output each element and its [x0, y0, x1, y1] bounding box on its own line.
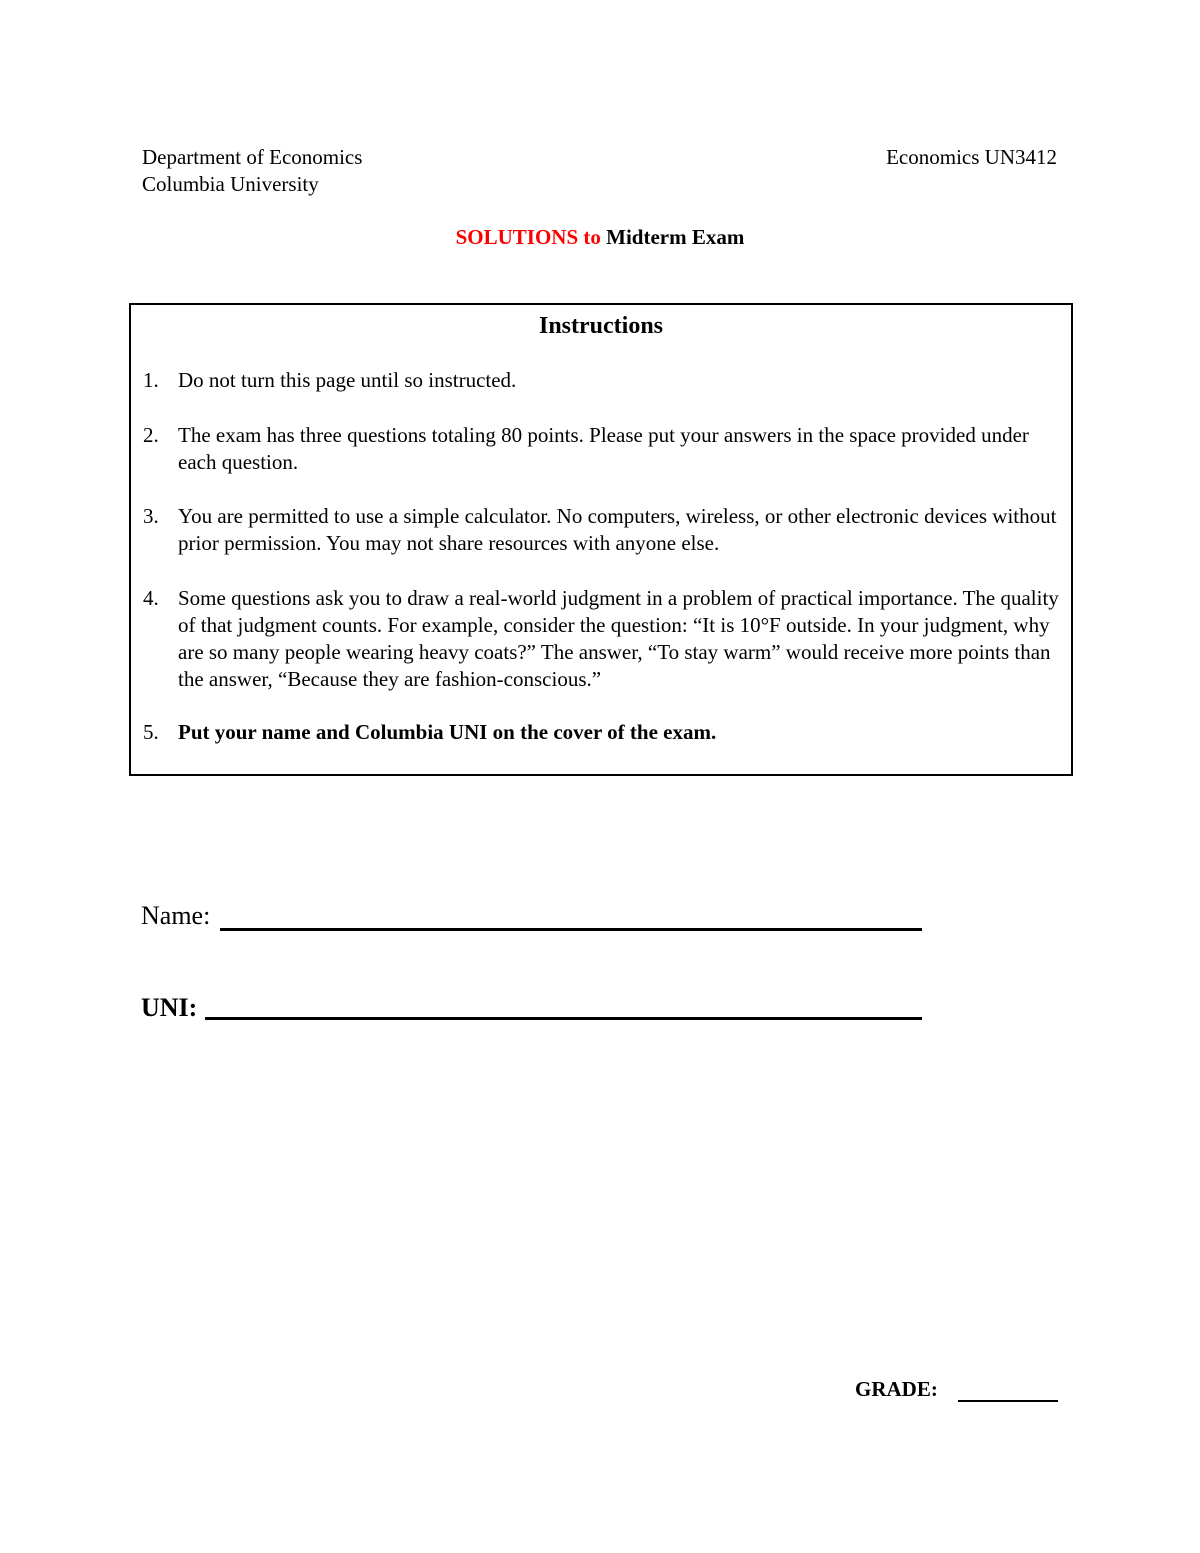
instruction-item-3 — [143, 503, 1063, 557]
grade-underline — [958, 1400, 1058, 1402]
instruction-text: Some questions ask you to draw a real-world judgment in a problem of practical importance. The quality of that judgment counts. For example, consider the question: “It is 10°F outside. In your judgment, why are so many people wearing heavy coats?” The answer, “To stay warm” would receive more points than the answer, “Because they are fashion-conscious.” — [178, 586, 1059, 691]
instruction-item-1 — [143, 367, 1063, 394]
name-field[interactable] — [141, 900, 210, 932]
title-exam-name: Midterm Exam — [606, 225, 745, 249]
instruction-text: The exam has three questions totaling 80 points. Please put your answers in the space provided under each question. — [178, 423, 1029, 474]
instruction-number: 1. — [143, 368, 159, 392]
instructions-box — [129, 303, 1073, 776]
header-right — [886, 144, 1057, 171]
uni-underline[interactable] — [205, 1017, 922, 1020]
uni-field[interactable] — [141, 992, 197, 1024]
instruction-item-4 — [143, 585, 1063, 693]
instruction-item-2 — [143, 422, 1063, 476]
instruction-number: 2. — [143, 423, 159, 447]
grade-label: GRADE: — [855, 1377, 938, 1401]
instruction-number: 3. — [143, 504, 159, 528]
instruction-text: You are permitted to use a simple calculator. No computers, wireless, or other electronic devices without prior permission. You may not share resources with anyone else. — [178, 504, 1057, 555]
instruction-text: Put your name and Columbia UNI on the cover of the exam. — [178, 720, 717, 744]
instructions-heading: Instructions — [538, 313, 664, 339]
instruction-number: 5. — [143, 720, 159, 744]
instruction-number: 4. — [143, 586, 159, 610]
grade-field — [855, 1375, 938, 1403]
title-solutions-highlight: SOLUTIONS to — [455, 225, 601, 249]
header-left — [142, 144, 362, 198]
course-code: Economics UN3412 — [886, 145, 1057, 169]
department-name: Department of Economics — [142, 145, 363, 169]
instruction-text: Do not turn this page until so instructed. — [178, 368, 517, 392]
name-label: Name: — [141, 901, 211, 930]
university-name: Columbia University — [142, 172, 319, 196]
page-title — [0, 223, 1200, 251]
uni-label: UNI: — [141, 993, 198, 1022]
name-underline[interactable] — [220, 928, 922, 931]
instruction-item-5 — [143, 719, 1063, 746]
